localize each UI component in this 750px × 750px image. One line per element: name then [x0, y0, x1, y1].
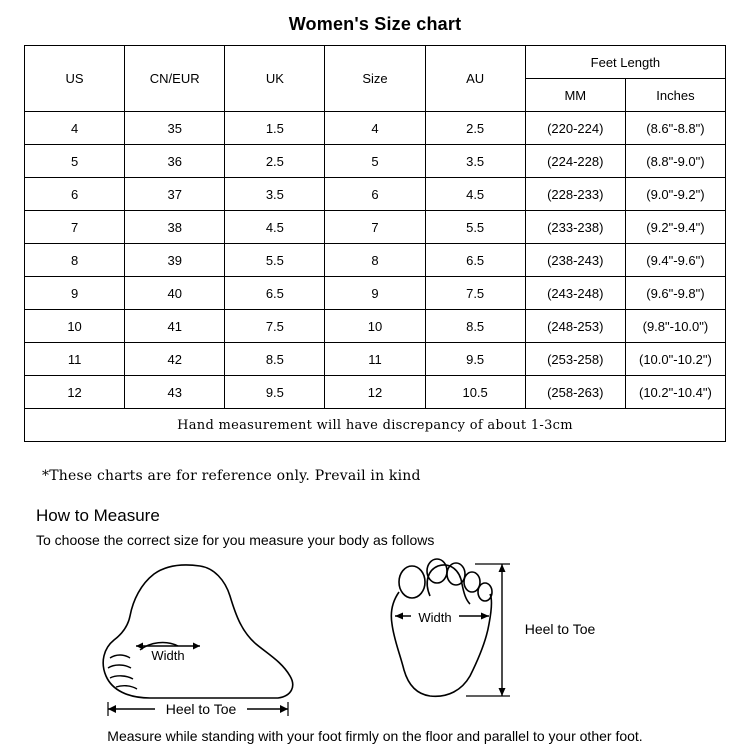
cell-au: 7.5 [425, 277, 525, 310]
column-header-size: Size [325, 46, 425, 112]
cell-uk: 2.5 [225, 145, 325, 178]
cell-inches: (9.6"-9.8") [625, 277, 725, 310]
cell-us: 6 [25, 178, 125, 211]
cell-au: 8.5 [425, 310, 525, 343]
column-header-mm: MM [525, 79, 625, 112]
cell-mm: (243-248) [525, 277, 625, 310]
cell-cn-eur: 40 [125, 277, 225, 310]
cell-size: 8 [325, 244, 425, 277]
cell-cn-eur: 39 [125, 244, 225, 277]
table-row [25, 178, 726, 211]
cell-us: 10 [25, 310, 125, 343]
table-row [25, 211, 726, 244]
cell-mm: (258-263) [525, 376, 625, 409]
cell-mm: (228-233) [525, 178, 625, 211]
cell-uk: 4.5 [225, 211, 325, 244]
cell-size: 5 [325, 145, 425, 178]
table-row [25, 145, 726, 178]
header-row-main [25, 46, 726, 79]
cell-cn-eur: 35 [125, 112, 225, 145]
side-view-width-label: Width [151, 648, 185, 663]
cell-cn-eur: 42 [125, 343, 225, 376]
cell-cn-eur: 41 [125, 310, 225, 343]
cell-au: 3.5 [425, 145, 525, 178]
cell-inches: (9.4"-9.6") [625, 244, 725, 277]
cell-mm: (233-238) [525, 211, 625, 244]
cell-mm: (220-224) [525, 112, 625, 145]
column-header-us: US [25, 46, 125, 112]
column-header-feet-length: Feet Length [525, 46, 725, 79]
cell-us: 8 [25, 244, 125, 277]
cell-size: 7 [325, 211, 425, 244]
page-title: Women's Size chart [288, 14, 462, 34]
cell-cn-eur: 37 [125, 178, 225, 211]
cell-us: 5 [25, 145, 125, 178]
table-body [25, 112, 726, 442]
cell-uk: 6.5 [225, 277, 325, 310]
cell-us: 7 [25, 211, 125, 244]
measure-figures [0, 554, 750, 724]
cell-cn-eur: 38 [125, 211, 225, 244]
cell-cn-eur: 43 [125, 376, 225, 409]
cell-cn-eur: 36 [125, 145, 225, 178]
cell-mm: (224-228) [525, 145, 625, 178]
cell-inches: (8.8"-9.0") [625, 145, 725, 178]
cell-inches: (10.2"-10.4") [625, 376, 725, 409]
cell-inches: (9.0"-9.2") [625, 178, 725, 211]
top-view-length-label: Heel to Toe [524, 621, 596, 637]
cell-size: 4 [325, 112, 425, 145]
cell-au: 6.5 [425, 244, 525, 277]
how-to-measure-heading: How to Measure [36, 506, 160, 525]
cell-uk: 7.5 [225, 310, 325, 343]
side-view-width-dimension [136, 643, 200, 664]
top-view-width-label: Width [418, 610, 452, 625]
cell-inches: (10.0"-10.2") [625, 343, 725, 376]
cell-inches: (8.6"-8.8") [625, 112, 725, 145]
table-row [25, 277, 726, 310]
reference-only-note: *These charts are for reference only. Prevail in kind [42, 468, 421, 484]
cell-us: 9 [25, 277, 125, 310]
how-to-measure-subheading: To choose the correct size for you measure your body as follows [36, 532, 435, 548]
column-header-cn-eur: CN/EUR [125, 46, 225, 112]
cell-uk: 8.5 [225, 343, 325, 376]
cell-au: 9.5 [425, 343, 525, 376]
measure-instruction-note: Measure while standing with your foot firmly on the floor and parallel to your other foot. [107, 728, 643, 744]
column-header-au: AU [425, 46, 525, 112]
foot-diagrams [0, 554, 750, 724]
table-head [25, 46, 726, 112]
column-header-uk: UK [225, 46, 325, 112]
cell-inches: (9.8"-10.0") [625, 310, 725, 343]
cell-size: 9 [325, 277, 425, 310]
cell-uk: 3.5 [225, 178, 325, 211]
cell-size: 10 [325, 310, 425, 343]
cell-au: 2.5 [425, 112, 525, 145]
side-view-length-dimension [108, 701, 288, 717]
table-row [25, 376, 726, 409]
table-row [25, 343, 726, 376]
cell-mm: (238-243) [525, 244, 625, 277]
cell-us: 12 [25, 376, 125, 409]
table-row [25, 310, 726, 343]
cell-us: 4 [25, 112, 125, 145]
cell-uk: 9.5 [225, 376, 325, 409]
cell-inches: (9.2"-9.4") [625, 211, 725, 244]
measurement-discrepancy-note: Hand measurement will have discrepancy of about 1-3cm [25, 409, 726, 442]
cell-us: 11 [25, 343, 125, 376]
side-view-foot-icon [103, 565, 293, 698]
cell-size: 6 [325, 178, 425, 211]
table-note-row [25, 409, 726, 442]
cell-uk: 5.5 [225, 244, 325, 277]
cell-size: 12 [325, 376, 425, 409]
table-row [25, 112, 726, 145]
cell-size: 11 [325, 343, 425, 376]
size-chart-table [24, 45, 726, 442]
table-row [25, 244, 726, 277]
top-view-foot-icon [391, 559, 492, 696]
side-view-length-label: Heel to Toe [165, 701, 237, 717]
cell-au: 10.5 [425, 376, 525, 409]
top-view-width-dimension [395, 610, 489, 626]
cell-au: 4.5 [425, 178, 525, 211]
cell-mm: (248-253) [525, 310, 625, 343]
cell-uk: 1.5 [225, 112, 325, 145]
cell-au: 5.5 [425, 211, 525, 244]
cell-mm: (253-258) [525, 343, 625, 376]
column-header-inches: Inches [625, 79, 725, 112]
